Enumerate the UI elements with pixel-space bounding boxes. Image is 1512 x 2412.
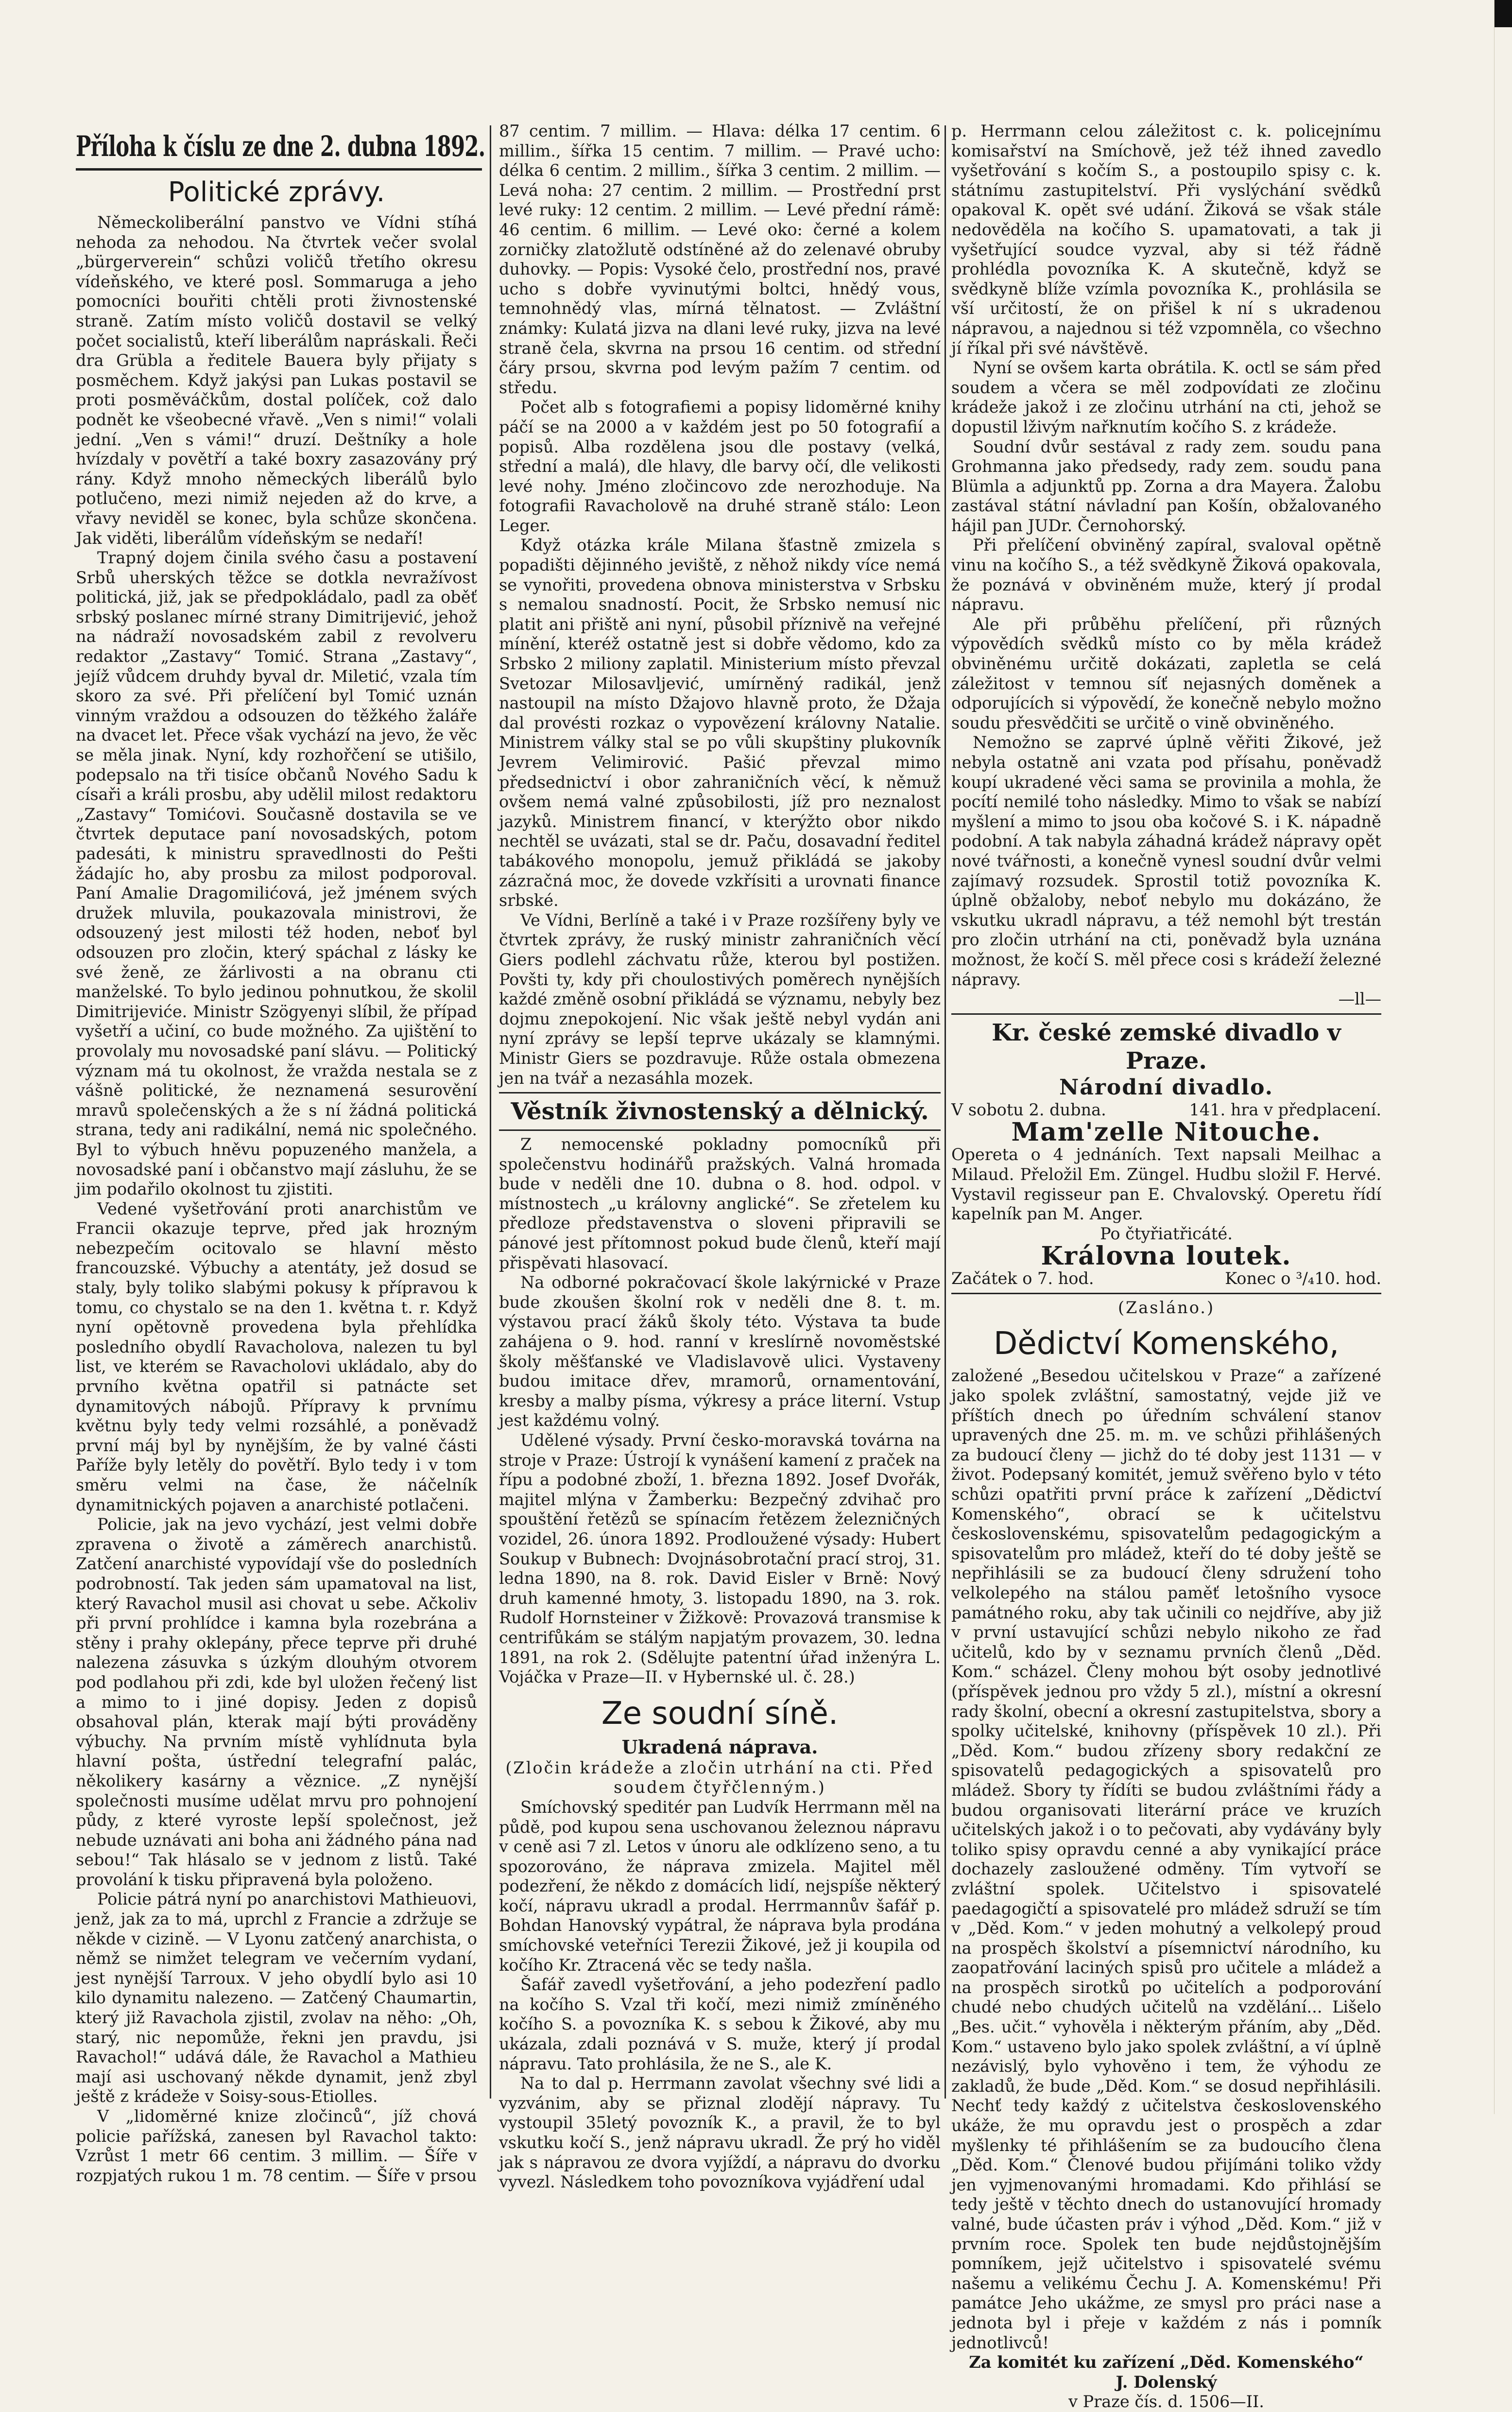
section-divider	[499, 1092, 941, 1093]
article-paragraph: Na odborné pokračovací škole lakýrnické v Praze bude zkoušen školní rok v neděli dne 8. t. m. výstavou prací žáků školy této. Výstava ta bude zahájena o 9. hod. ranní v kreslírně novoměstské školy měšťanské ve Vladislavově ulici. Vystaveny budou imitace dřev, mramorů, ornamentování, kresby a malby písma, výkresy a práce literní. Vstup jest každému volný.	[499, 1273, 941, 1430]
play2-end: Konec o ³/₄10. hod.	[1225, 1269, 1381, 1288]
article-paragraph: Vedené vyšetřování proti anarchistům ve Francii okazuje teprve, před jak hrozným nebezpečím ocitovalo se hlavní město francouzské. Výbuchy a atentáty, jež dosud se staly, byly toliko slabými pokusy k přípravou k tomu, co chystalo se na den 1. května t. r. Když nyní opětovně provedena byla přehlídka posledního obydlí Ravacholova, nalezen tu byl list, ve kterém se Ravacholovi ukládalo, aby do prvního května opatřil si patnácte set dynamitových nábojů. Přípravy k prvnímu květnu byly tedy velmi rozsáhlé, a poněvadž první máj byl by nynějším, že by valné části Paříže byly letěly do povětří. Bylo tedy i v tom směru velmi na čase, že náčelník dynamitnických pojaven a anarchisté potlačeni.	[76, 1199, 477, 1514]
play-title: Mam'zelle Nitouche.	[1011, 1117, 1322, 1147]
article-paragraph: Nemožno se zaprvé úplně věřiti Žikové, jež nebyla ostatně ani vzata pod přísahu, poněvadž koupí ukradené věci sama se provinila a mohla, že pocítí nemilé toho následky. Mimo to však se nabízí myšlení a mimo to jsou oba kočové S. i K. nápadně podobní. A tak nabyla záhadná krádež nápravy opět nové tvářnosti, a konečně vynesl soudní dvůr velmi zajímavý rozsudek. Sprostil totiž povozníka K. úplně obžaloby, neboť nebylo mu dokázáno, že vskutku ukradl nápravu, a též nemohl být trestán pro zločin utrhání na cti, poněvadž byla uznána možnost, že kočí S. měl přece cosi s krádeží železné nápravy.	[951, 733, 1381, 989]
section-divider	[499, 1129, 941, 1131]
theatre-title: Kr. české zemské divadlo v Praze.	[992, 1019, 1341, 1075]
article-paragraph: Z nemocenské pokladny pomocníků při společenstvu hodinářů pražských. Valná hromada bude v neděli dne 10. dubna o 8. hod. odpol. v místnostech „u královny anglické“. Se zřetelem ku předloze představenstva o sloveni připravili se pánové jest přítomnost pokud bude členů, kteří mají přispěvati hlasovací.	[499, 1135, 941, 1272]
supplement-header-text: Příloha k číslu ze dne 2. dubna 1892.	[76, 130, 485, 163]
column-rule	[945, 125, 946, 2099]
theatre-subtitle: Národní divadlo.	[1059, 1075, 1273, 1100]
komitet-address: v Praze čís. d. 1506—II.	[1068, 2392, 1264, 2412]
article-paragraph: Když otázka krále Milana šťastně zmizela s popadišti dějinného jeviště, z něhož nikdy více nemá se vynořiti, provedena obnova ministerstva v Srbsku s nemalou snadností. Pocit, že Srbsko nemusí nic platit ani přiště ani nyní, působil příznivě na veřejné mínění, kteréž ostatně jest si dobře vědomo, kdo za Srbsko 2 miliony zaplatil. Ministerium místo převzal Svetozar Milosavljević, umírněný radikál, jenž nastoupil na místo Džajovo hlavně proto, že Džaja dal provésti rozkaz o vypovězení královny Natalie. Ministrem války stal se po vůli skupštiny plukovník Jevrem Velimirović. Pašić převzal mimo předsednictví i obor zahraničních věcí, k němuž ovšem nemá valné způsobilosti, jíž pro neznalost jazyků. Ministrem financí, v kterýžto obor nikdo nechtěl se uvázati, stal se dr. Paču, dosavadní ředitel tabákového monopolu, jemuž přikládá se jakoby zázračná moc, že dovede vzkřísiti a urovnati finance srbské.	[499, 536, 941, 910]
supplement-header	[76, 127, 485, 171]
article-paragraph: Trapný dojem činila svého času a postavení Srbů uherských těžce se dotkla nevražívost politická, již, jak se předpokládalo, padl za oběť srbský poslanec mírné strany Dimitrijević, jehož na nádraží novosadském zabil z revolveru redaktor „Zastavy“ Tomić. Strana „Zastavy“, jejíž vůdcem druhdy byval dr. Miletić, vzala tím skoro za své. Při přelíčení byl Tomić uznán vinným vraždou a odsouzen do těžkého žaláře na dvacet let. Přece však vychází na jevo, že věc se měla jinak. Nyní, kdy rozhořčení se utišilo, podepsalo na tři tisíce občanů Nového Sadu k císaři a králi prosbu, aby udělil milost redaktoru „Zastavy“ Tomićovi. Současně dostavila se ve čtvrtek deputace paní novosadských, potom padesáti, k ministru spravedlnosti do Pešti žádajíc ho, aby prosbu za milost podporoval. Paní Amalie Dragomilićová, jež jménem svých družek mluvila, poukazovala ministrovi, že odsouzený jest milosti též hoden, neboť byl odsouzen pro zločin, který spáchal z lásky ke své ženě, ze žárlivosti a na obranu cti manželské. To bylo jedinou pohnutkou, že skolil Dimitrijeviće. Ministr Szögyenyi slíbil, že případ vyšetří a učiní, co bude možného. Za ujištění to provolaly mu novosadské paní slávu. — Politický význam má tu okolnost, že vražda nestala se z vášně politické, že neznamená sesurovění mravů společenských a že s ní žádná politická strana, tedy ani radikální, nemá nic společného. Byl to výbuch hněvu popuzeného manžela, a novosadské paní i občanstvo mají zásluhu, že se jim podařilo okolnost tu zjistiti.	[76, 548, 477, 1199]
article-paragraph: V „lidoměrné knize zločinců“, jíž chová policie pařížská, zanesen byl Ravachol takto: Vzrůst 1 metr 66 centim. 3 millim. — Šíře v rozpjatých rukou 1 m. 78 centim. — Šíře v prsou	[76, 2107, 477, 2185]
komitet-name: J. Dolenský	[1116, 2372, 1217, 2392]
article-paragraph: Nyní se ovšem karta obrátila. K. octl se sám před soudem a včera se měl zodpovídati ze zločinu krádeže jakož i ze zločinu utrhání na cti, jehož se dopustil lživým nařknutím kočího S. z krádeže.	[951, 358, 1381, 436]
article-paragraph: p. Herrmann celou záležitost c. k. policejnímu komisařství na Smíchově, jež též ihned zavedlo vyšetřování s kočím S., a postoupilo spisy c. k. státnímu zastupitelství. Při vyslýchání svědků opakoval K. opět své udání. Žiková se však stále nedověděla na kočího S. upamatovati, a tak ji vyšetřující soudce vyzval, aby si též řádně prohlédla povozníka K. A skutečně, když se svědkyně blíže vzímla povozníka K., prohlásila se vší určitostí, že on přišel k ní s ukradenou nápravou, a najednou si též vzpomněla, co všechno jí říkal při své návštěvě.	[951, 121, 1381, 358]
section-title-court: Ze soudní síně.	[601, 1695, 839, 1732]
article-paragraph: Ve Vídni, Berlíně a také i v Praze rozšířeny byly ve čtvrtek zprávy, že ruský ministr zahraničních věcí Giers podlehl záchvatu růže, kterou byl postižen. Povšti ty, kdy při choulostivých poměrech nynějších každé změně osobní přikládá se významu, nebyly bez dojmu znepokojení. Nic však ještě nebyl vydán ani nyní zprávy se lepší teprve ukázaly se klamnými. Ministr Giers se pozdravuje. Růže ostala obmezena jen na tvář a nezasáhla mozek.	[499, 910, 941, 1088]
play2-label: Po čtyřiatřicáté.	[1100, 1224, 1233, 1243]
column-3	[951, 121, 1381, 2412]
theatre-performance: 141. hra v předplacení.	[1189, 1100, 1381, 1119]
article-paragraph: Na to dal p. Herrmann zavolat všechny své lidi a vyzvánim, aby se přiznal zlodějí nápravy. Tu vystoupil 35letý povozník K., a pravil, že to byl vskutku kočí S., jenž nápravu ukradl. Že prý ho viděl jak s nápravou ze dvora vyjíždí, a nápravu do dvorku vyvezl. Následkem toho povozníkova vyjádření udal	[499, 2074, 941, 2192]
article-subtitle: Ukradená náprava.	[621, 1735, 818, 1758]
play-description: Opereta o 4 jednáních. Text napsali Meilhac a Milaud. Přeložil Em. Züngel. Hudbu složil F. Hervé. Vystavil regisseur pan E. Chvalovský. Operetu řídí kapelník pan M. Anger.	[951, 1145, 1381, 1224]
section-divider	[951, 1293, 1381, 1294]
zaslano-label: (Zasláno.)	[1117, 1298, 1215, 1317]
article-paragraph: Při přelíčení obviněný zapíral, svaloval opětně vinu na kočího S., a též svědkyně Žiková opakovala, že poznává v obviněném muže, který jí prodal nápravu.	[951, 536, 1381, 614]
article-paragraph: Soudní dvůr sestával z rady zem. soudu pana Grohmanna jako předsedy, rady zem. soudu pana Blümla a adjunktů pp. Zorna a dra Mayera. Žalobu zastával státní návladní pan Košín, obžalovaného hájil pan JUDr. Černohorský.	[951, 437, 1381, 535]
article-paragraph: Policie pátrá nyní po anarchistovi Mathieuovi, jenž, jak za to má, uprchl z Francie a zdržuje se někde v cizině. — V Lyonu zatčený anarchista, o němž se nimžet telegram ve večerním vydaní, jest nynější Tarroux. V jeho obydlí bylo asi 10 kilo dynamitu nalezeno. — Zatčený Chaumartin, který již Ravachola zjistil, zvolav na něho: „Oh, starý, nic nepomůže, řekni jen pravdu, jsi Ravachol!“ udává dále, že Ravachol a Mathieu mají asi uschovaný někde dynamit, jenž zbyl ještě z krádeže v Soisy-sous-Etiolles.	[76, 1890, 477, 2106]
article-paragraph: Německoliberální panstvo ve Vídni stíhá nehoda za nehodou. Na čtvrtek večer svolal „bürgerverein“ schůzi voličů třetího okresu vídeňského, ve které posl. Sommaruga a jeho pomocníci bouřiti chtěli proti živnostenské straně. Zatím místo voličů dostavil se velký počet socialistů, kteří liberálům napráskali. Řeči dra Grübla a ředitele Bauera byly přijaty s posměchem. Když jakýsi pan Lukas postavil se proti posměváčkům, dostal políček, což dalo podnět ke všeobecné vřavě. „Ven s nimi!“ volali jední. „Ven s vámi!“ druzí. Deštníky a hole hvízdaly v povětří a také boxry zasazovány prý rány. Když mnoho německých liberálů bylo potlučeno, mezi nimiž nejeden až do krve, a vřavy neviděl se konec, byla schůze skončena. Jak viděti, liberálům vídeňským se nedaří!	[76, 213, 477, 548]
komitet-line: Za komitét ku zařízení „Děd. Komenského“	[969, 2353, 1364, 2372]
article-paragraph: Počet alb s fotografiemi a popisy lidoměrné knihy páčí se na 2000 a v každém jest po 50 fotografií a popisů. Alba rozdělena jsou dle postavy (velká, střední a malá), dle hlavy, dle barvy očí, dle velikosti levé nohy. Jméno zločincovo zde nerozhoduje. Na fotografii Ravacholově na druhé straně stálo: Leon Leger.	[499, 398, 941, 535]
page-edge	[1494, 0, 1495, 2114]
play2-title: Královna loutek.	[1041, 1241, 1292, 1271]
article-paragraph: založené „Besedou učitelskou v Praze“ a zařízené jako spolek zvláštní, samostatný, vejde již ve příštích dnech po úředním schválení stanov upravených dne 25. m. m. ve schůzi přihlášených za budoucí členy — jichž do té doby jest 1131 — v život. Podepsaný komitét, jemuž svěřeno bylo v této schůzi opatřiti první práce k zařízení „Dědictví Komenského“, obrací se k učitelstvu československému, spisovatelům pedagogickým a spisovatelům pro mládež, kteří do té doby ještě se nepřihlásili se za budoucí členy sdružení toho velkolepého na stálou paměť letošního vysoce památného roku, aby tak učinili co nejdříve, aby již v první ustavující schůzi nebylo nikoho ze řad učitelů, kdo by v seznamu prvních členů „Děd. Kom.“ scházel. Členy mohou být osoby jednotlivé (příspěvek jednou pro vždy 5 zl.), místní a okresní rady školní, obecní a okresní zastupitelstva, sbory a spolky učitelské, knihovny (příspěvek 10 zl.). Při „Děd. Kom.“ budou zřízeny sbory redakční ze spisovatelů pedagogických a spisovatelů pro mládež. Sbory ty řídíti se budou zvláštními řády a budou organisovati literární práce ve kruzích učitelských jakož i o to pečovati, aby vydávány byly toliko spisy opravdu cenné a aby vynikající práce dochazely zasloužené odměny. Tím vytvoří se zvláštní spolek. Učitelstvo i spisovatelé paedagogičtí a spisovatelé pro mládež sdruží se tím v „Děd. Kom.“ v jeden mohutný a velkolepý proud na prospěch školství a písemnictví národního, ku zaopatřování laciných spisů pro učitele a mládež a na prospěch sirotků po učitelích a podporování chudé nebo chudých učitelů na vzdělání... Lišelo „Bes. učit.“ vyhověla i některým přáním, aby „Děd. Kom.“ ustaveno bylo jako spolek zvláštní, a ví úplně nezávislý, bylo vyhověno i tem, že výhodu ze zakladů, že bude „Děd. Kom.“ se dosud nepřihlásili. Nechť tedy každý z učitelstva československého ukáže, že mu opravdu jest o prospěch a zdar myšlenky té přihlášením se za budoucího člena „Děd. Kom.“ Členové budou přijímáni toliko vždy jen vyjmenovanými hromadami. Kdo přihlásí se tedy ještě v těchto dnech do ustanovující hromady valné, bude účasten práv i výhod „Děd. Kom.“ již v prvním roce. Spolek ten bude nejdůstojnějším pomníkem, jejž učitelstvo i spisovatelé svému našemu a velikému Čechu J. A. Komenskému! Při památce Jeho ukážme, ze smysl pro práci nase a jednota byl i přeje v každém z nás i pomník jednotlivců!	[951, 1366, 1381, 2352]
column-rule	[490, 125, 491, 2099]
theatre-date-line	[951, 1100, 1381, 1120]
article-paragraph: Udělené výsady. První česko-moravská továrna na stroje v Praze: Ústrojí k vynášení kamení z praček na řípu a podobné zboží, 1. března 1892. Josef Dvořák, majitel mlýna v Žamberku: Bezpečný zdvihač pro spouštění řetězů se spínacím řetězem železničných vozidel, 26. února 1892. Prodloužené výsady: Hubert Soukup v Bubnech: Dvojnásobrotační prací stroj, 31. ledna 1890, na 8. rok. David Eisler v Brně: Nový druh kamenné hmoty, 3. listopadu 1890, na 3. rok. Rudolf Hornsteiner v Žižkově: Provazová transmise k centrifůkám se stálým napjatým provazem, 30. ledna 1891, na rok 2. (Sdělujte patentní úřad inženýra L. Vojáčka v Praze—II. v Hybernské ul. č. 28.)	[499, 1431, 941, 1687]
section-title-politics: Politické zprávy.	[168, 176, 385, 208]
theatre-date: V sobotu 2. dubna.	[951, 1100, 1106, 1119]
article-paragraph: 87 centim. 7 millim. — Hlava: délka 17 centim. 6 millim., šířka 15 centim. 7 millim. — Pravé ucho: délka 6 centim. 2 millim., šířka 3 centim. 2 millim. — Levá noha: 27 centim. 2 millim. — Prostřední prst levé ruky: 12 centim. 2 millim. — Levé přední rámě: 46 centim. 6 millim. — Levé oko: černé a kolem zorničky zlatožlutě odstíněné až do zelenavé obruby duhovky. — Popis: Vysoké čelo, prostřední nos, pravé ucho s dobře vyvinutými boltci, hnědý vous, temnohnědý vlas, mírná tělnatost. — Zvláštní známky: Kulatá jizva na dlani levé ruky, jizva na levé straně čela, skvrna na prsou 16 centim. od střední čáry prsou, skvrna pod levým pažím 7 centim. od středu.	[499, 121, 941, 397]
article-signature: —ll—	[1338, 989, 1381, 1009]
article-paragraph: Policie, jak na jevo vychází, jest velmi dobře zpravena o životě a záměrech anarchistů. Zatčení anarchisté vypovídají vše do posledních podrobností. Tak jeden sám upamatoval na list, který Ravachol musil asi chovat u sebe. Ačkoliv při první prohlídce i kamna byla rozebrána a stěny i prahy oklepány, přece teprve při druhé nalezena zásuvka s úzkým dlouhým otvorem pod podlahou při zdi, kde byl uložen řečený list a mimo to i jiné dopisy. Jeden z dopisů obsahoval plán, kterak mají býti prováděny výbuchy. Na prvním místě vyhlídnuta byla hlavní pošta, ústřední telegrafní palác, několikery kasárny a věznice. „Z nynější společnosti musíme udělat mrvu pro pohnojení půdy, z které vyroste lepší společnost, jež nebude uznávati ani boha ani žádného pána nad sebou!“ Tak hlásalo se v jednom z listů. Také provolání k tisku připravená byla položeno.	[76, 1515, 477, 1889]
komensky-title: Dědictví Komenského,	[993, 1326, 1340, 1362]
column-1	[76, 170, 477, 2185]
column-2	[499, 121, 941, 2192]
section-divider	[951, 1013, 1381, 1015]
section-title-trades: Věstník živnostenský a dělnický.	[511, 1098, 929, 1126]
article-paragraph: Smíchovský speditér pan Ludvík Herrmann měl na půdě, pod kupou sena uschovanou železnou nápravu v ceně asi 7 zl. Letos v únoru ale odklízeno seno, a tu spozorováno, že náprava zmizela. Majitel měl podezření, že někdo z domácích lidí, nejspíše některý kočí, nápravu ukradl a prodal. Herrmannův šafář p. Bohdan Hanovský vypátral, že náprava byla prodána smíchovské veteřníci Terezii Žikové, jež ji koupila od kočího Kr. Ztracená věc se tedy našla.	[499, 1797, 941, 1975]
scan-corner-mark	[1495, 0, 1512, 27]
article-paragraph: Ale při průběhu přelíčení, při různých výpovědích svědků místo co by měla krádež obviněnému určitě dokázati, zapletla se celá záležitost v temnou síť nejasných doměnek a odporujících si výpovědí, že konečně nebylo možno soudu přesvědčiti se určitě o vině obviněného.	[951, 614, 1381, 732]
play2-times	[951, 1269, 1381, 1289]
play2-start: Začátek o 7. hod.	[951, 1269, 1094, 1288]
article-paragraph: Šafář zavedl vyšetřování, a jeho podezření padlo na kočího S. Vzal tři kočí, mezi nimiž zmíněného kočího S. a povozníka K. s sebou k Žikové, aby mu ukázala, zdali poznává v S. muže, který jí prodal nápravu. Tato prohlásila, že ne S., ale K.	[499, 1975, 941, 2073]
charge-line: (Zločin krádeže a zločin utrhání na cti. Před soudem čtyřčlenným.)	[505, 1758, 934, 1797]
